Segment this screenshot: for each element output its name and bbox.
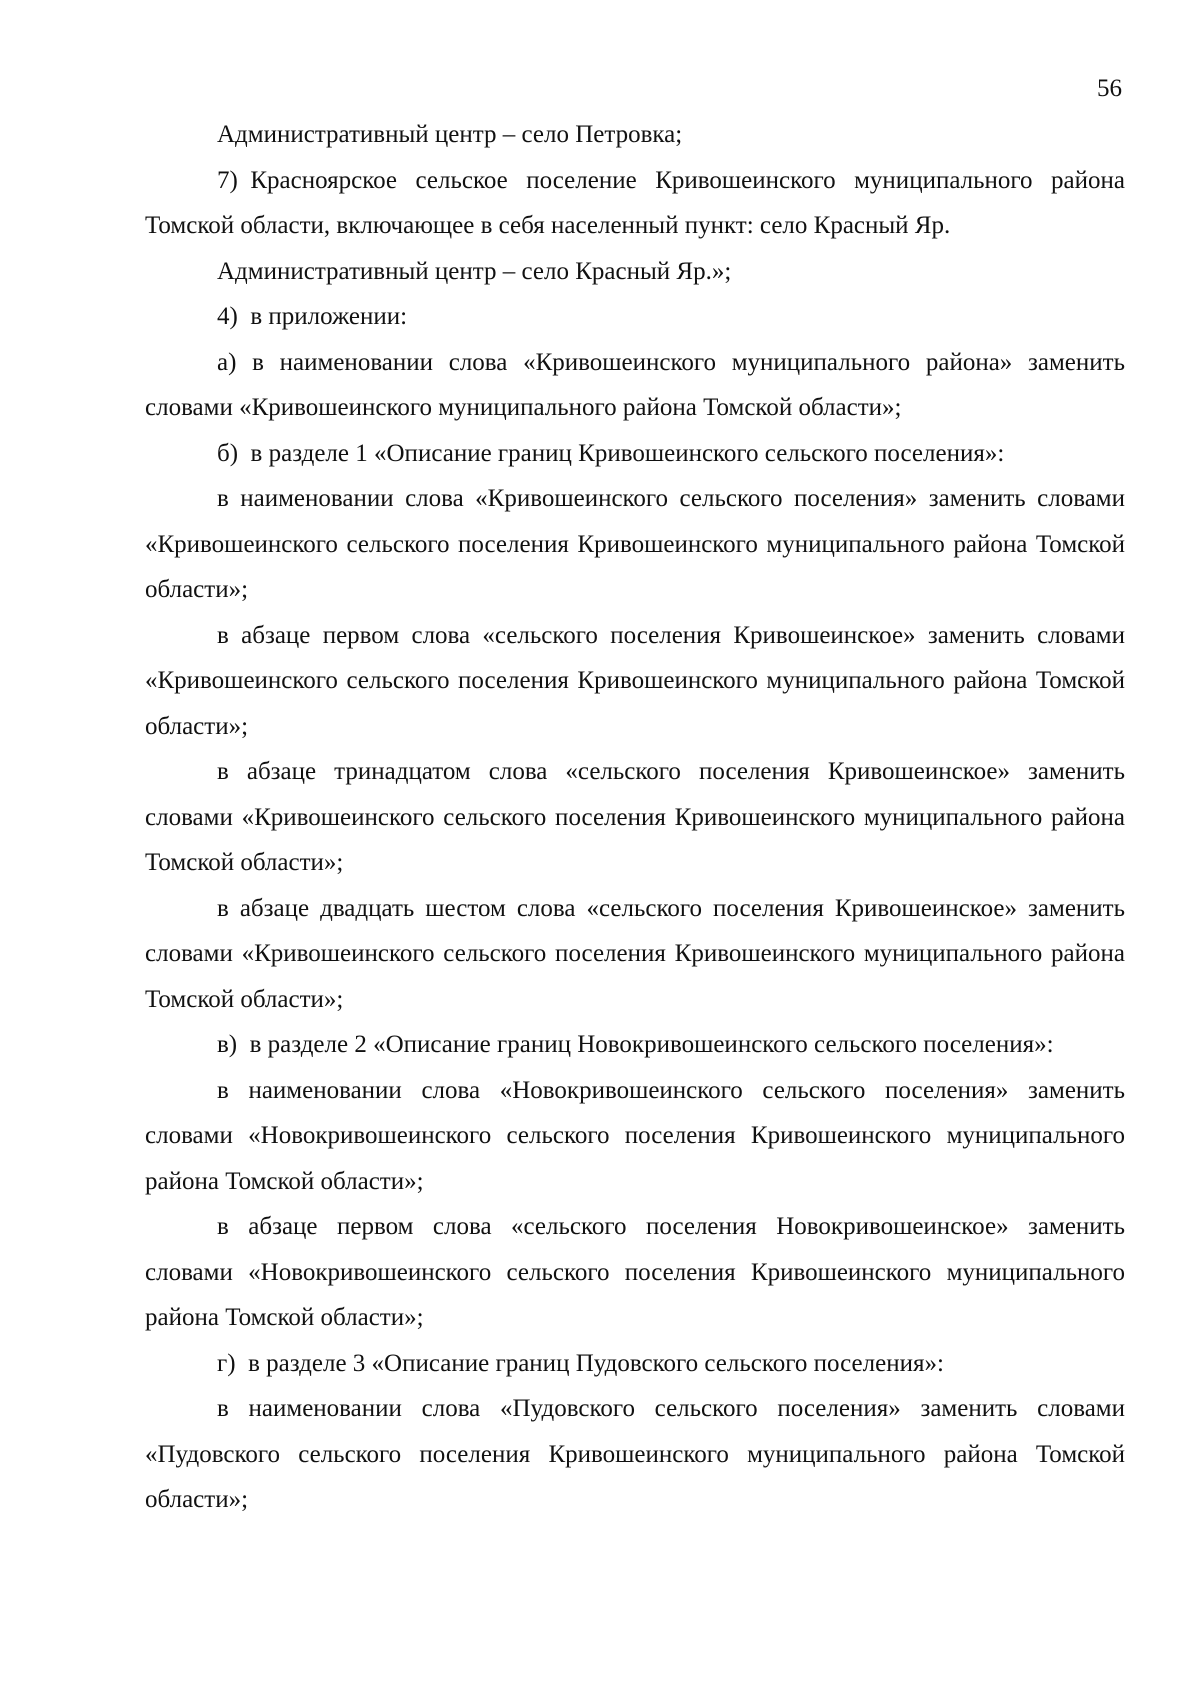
page-number: 56 [1097, 75, 1122, 102]
paragraph-section-1-thirteenth-paragraph: в абзаце тринадцатом слова «сельского поселения Кривошеинское» заменить словами «Кривошеинского сельского поселения Кривошеинского муниципального района Томской области»; [145, 758, 1125, 876]
paragraph-item-4-appendix: 4) в приложении: [217, 303, 408, 330]
paragraph-item-b-section-1: б) в разделе 1 «Описание границ Кривошеинского сельского поселения»: [217, 439, 1005, 467]
paragraph-administrative-center-petrovka: Административный центр – село Петровка; [217, 121, 683, 148]
paragraph-section-3-name: в наименовании слова «Пудовского сельского поселения» заменить словами «Пудовского сельского поселения Кривошеинского муниципального района Томской области»; [145, 1395, 1125, 1513]
paragraph-item-7-krasnoyarskoe: 7) Красноярское сельское поселение Кривошеинского муниципального района Томской области, включающее в себя населенный пункт: село Красный Яр. [145, 166, 1125, 239]
paragraph-administrative-center-krasny-yar: Административный центр – село Красный Яр.»; [217, 257, 732, 285]
document-body [145, 112, 1125, 1523]
paragraph-section-2-first-paragraph: в абзаце первом слова «сельского поселения Новокривошеинское» заменить словами «Новокривошеинского сельского поселения Кривошеинского муниципального района Томской области»; [145, 1213, 1125, 1331]
paragraph-section-1-name: в наименовании слова «Кривошеинского сельского поселения» заменить словами «Кривошеинского сельского поселения Кривошеинского муниципального района Томской области»; [145, 485, 1125, 603]
paragraph-section-1-first-paragraph: в абзаце первом слова «сельского поселения Кривошеинское» заменить словами «Кривошеинского сельского поселения Кривошеинского муниципального района Томской области»; [145, 621, 1125, 740]
paragraph-item-a-name: а) в наименовании слова «Кривошеинского муниципального района» заменить словами «Кривошеинского муниципального района Томской области»; [145, 348, 1125, 421]
paragraph-section-2-name: в наименовании слова «Новокривошеинского сельского поселения» заменить словами «Новокривошеинского сельского поселения Кривошеинского муниципального района Томской области»; [145, 1076, 1125, 1195]
paragraph-item-g-section-3: г) в разделе 3 «Описание границ Пудовского сельского поселения»: [217, 1349, 944, 1377]
paragraph-item-v-section-2: в) в разделе 2 «Описание границ Новокривошеинского сельского поселения»: [217, 1031, 1054, 1058]
paragraph-section-1-twenty-sixth-paragraph: в абзаце двадцать шестом слова «сельского поселения Кривошеинское» заменить словами «Кривошеинского сельского поселения Кривошеинского муниципального района Томской области»; [145, 894, 1125, 1013]
